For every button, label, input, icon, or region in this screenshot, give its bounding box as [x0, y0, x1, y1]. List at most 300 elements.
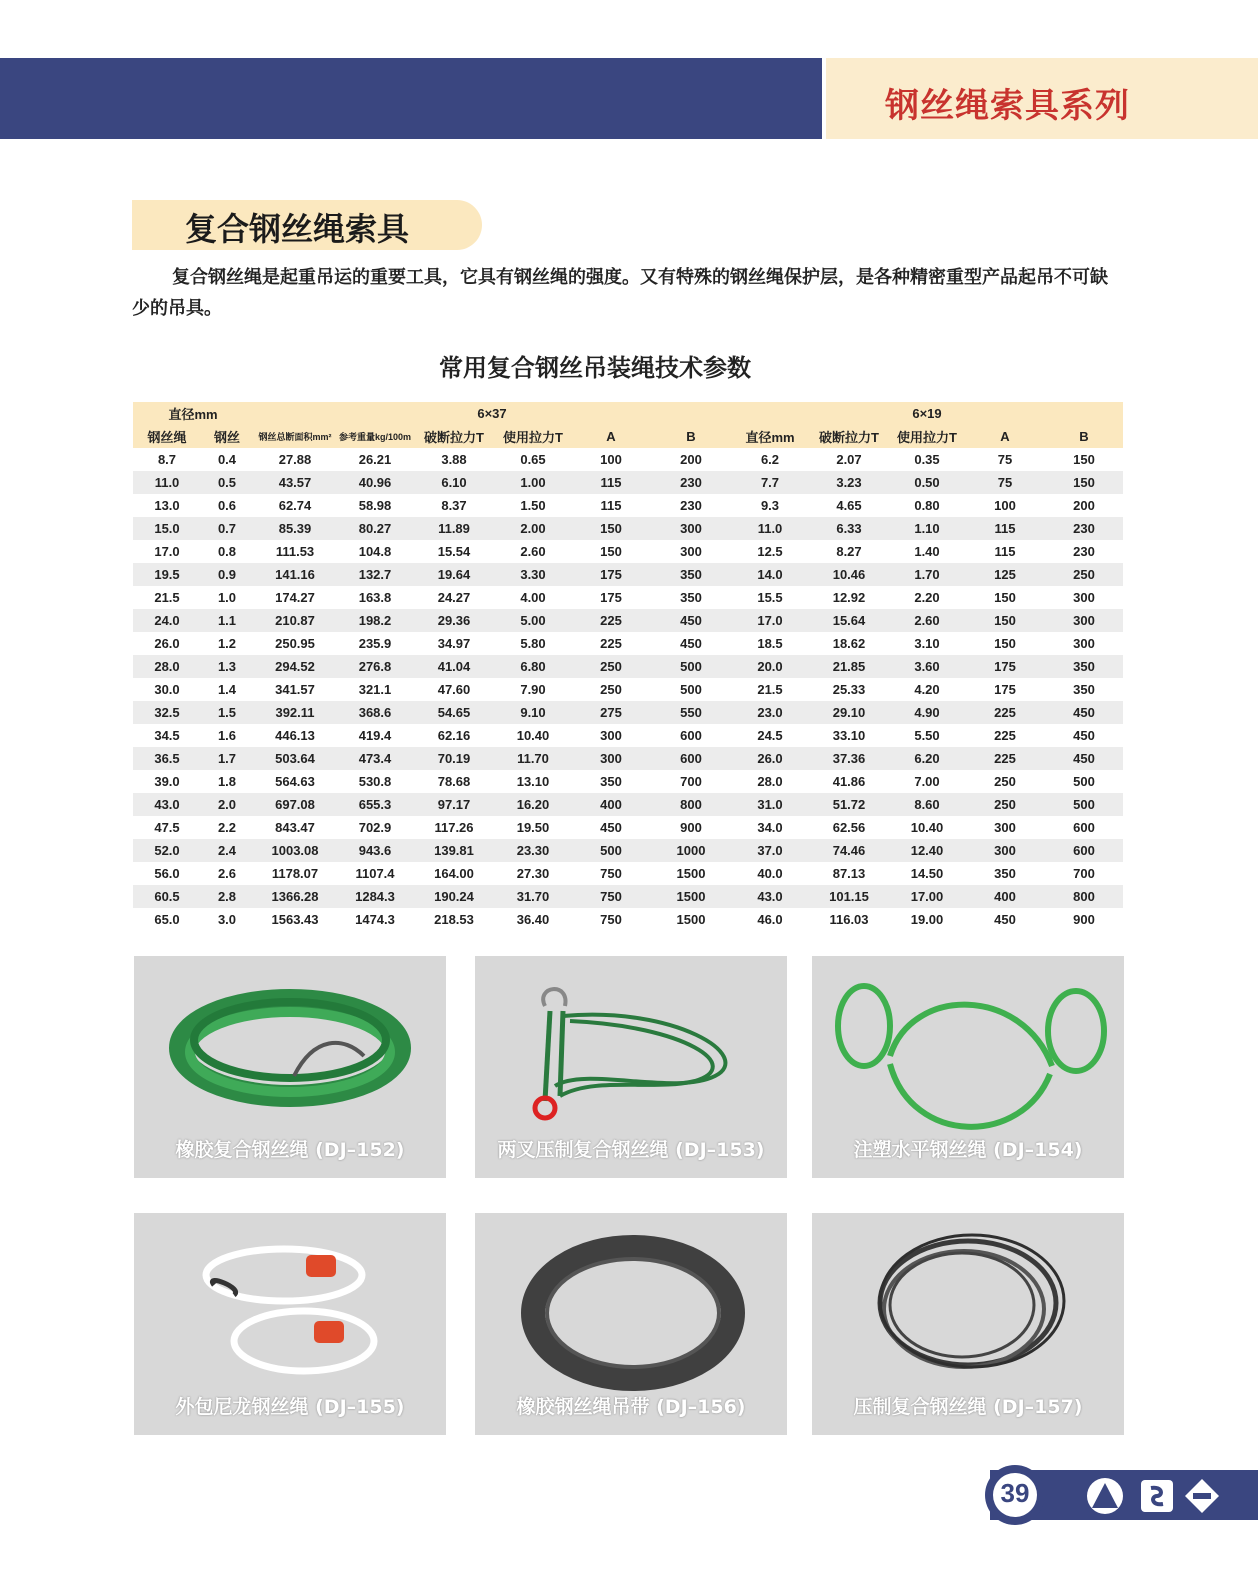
column-header: 钢丝 [201, 425, 253, 448]
table-cell: 1.50 [495, 494, 571, 517]
column-header: 钢丝总断面积mm² [253, 425, 337, 448]
table-cell: 34.5 [133, 724, 201, 747]
table-cell: 150 [571, 540, 651, 563]
table-row [133, 908, 1123, 931]
table-cell: 275 [571, 701, 651, 724]
table-cell: 115 [571, 471, 651, 494]
table-cell: 8.60 [889, 793, 965, 816]
table-cell: 47.60 [413, 678, 495, 701]
table-cell: 14.0 [731, 563, 809, 586]
section-title: 复合钢丝绳索具 [185, 210, 410, 248]
table-row [133, 678, 1123, 701]
column-header: B [651, 425, 731, 448]
table-cell: 230 [1045, 517, 1123, 540]
table-cell: 750 [571, 885, 651, 908]
group-6x19: 6×19 [731, 402, 1123, 425]
table-row [133, 655, 1123, 678]
product-photo-dj153 [475, 956, 787, 1178]
table-cell: 24.0 [133, 609, 201, 632]
table-cell: 700 [1045, 862, 1123, 885]
table-cell: 800 [651, 793, 731, 816]
table-cell: 10.40 [889, 816, 965, 839]
table-cell: 300 [651, 517, 731, 540]
product-photo-dj156 [475, 1213, 787, 1435]
table-cell: 1107.4 [337, 862, 413, 885]
table-cell: 2.60 [889, 609, 965, 632]
table-cell: 150 [1045, 471, 1123, 494]
table-cell: 26.0 [731, 747, 809, 770]
table-cell: 4.65 [809, 494, 889, 517]
table-cell: 230 [1045, 540, 1123, 563]
triangle-logo-icon [1085, 1476, 1125, 1516]
table-cell: 30.0 [133, 678, 201, 701]
table-cell: 530.8 [337, 770, 413, 793]
product-caption: 外包尼龙钢丝绳 (DJ–155) [175, 1396, 405, 1418]
table-cell: 321.1 [337, 678, 413, 701]
table-cell: 368.6 [337, 701, 413, 724]
table-cell: 19.5 [133, 563, 201, 586]
table-cell: 1.8 [201, 770, 253, 793]
table-row [133, 494, 1123, 517]
table-cell: 400 [571, 793, 651, 816]
table-cell: 300 [571, 747, 651, 770]
table-cell: 225 [965, 747, 1045, 770]
table-row [133, 793, 1123, 816]
table-cell: 2.2 [201, 816, 253, 839]
table-cell: 3.60 [889, 655, 965, 678]
table-cell: 1.2 [201, 632, 253, 655]
table-cell: 31.70 [495, 885, 571, 908]
column-header: 使用拉力T [495, 425, 571, 448]
table-cell: 37.0 [731, 839, 809, 862]
table-cell: 1.5 [201, 701, 253, 724]
column-header: 参考重量kg/100m [337, 425, 413, 448]
table-cell: 1563.43 [253, 908, 337, 931]
table-row [133, 448, 1123, 471]
table-cell: 500 [571, 839, 651, 862]
table-cell: 294.52 [253, 655, 337, 678]
table-cell: 2.6 [201, 862, 253, 885]
table-cell: 350 [651, 586, 731, 609]
table-cell: 250 [965, 793, 1045, 816]
table-cell: 500 [1045, 770, 1123, 793]
table-cell: 450 [1045, 724, 1123, 747]
table-cell: 75 [965, 471, 1045, 494]
table-cell: 700 [651, 770, 731, 793]
table-cell: 655.3 [337, 793, 413, 816]
table-row [133, 517, 1123, 540]
table-cell: 225 [571, 632, 651, 655]
table-cell: 116.03 [809, 908, 889, 931]
table-cell: 62.74 [253, 494, 337, 517]
table-cell: 3.0 [201, 908, 253, 931]
table-cell: 11.89 [413, 517, 495, 540]
table-cell: 51.72 [809, 793, 889, 816]
table-cell: 87.13 [809, 862, 889, 885]
table-cell: 11.0 [731, 517, 809, 540]
table-cell: 117.26 [413, 816, 495, 839]
table-cell: 150 [965, 586, 1045, 609]
table-cell: 14.50 [889, 862, 965, 885]
table-cell: 31.0 [731, 793, 809, 816]
table-cell: 7.00 [889, 770, 965, 793]
table-cell: 60.5 [133, 885, 201, 908]
table-cell: 47.5 [133, 816, 201, 839]
table-cell: 250 [965, 770, 1045, 793]
table-cell: 175 [571, 586, 651, 609]
table-cell: 300 [1045, 632, 1123, 655]
table-cell: 6.33 [809, 517, 889, 540]
table-cell: 400 [965, 885, 1045, 908]
table-cell: 29.36 [413, 609, 495, 632]
table-cell: 19.50 [495, 816, 571, 839]
table-cell: 800 [1045, 885, 1123, 908]
table-cell: 500 [651, 655, 731, 678]
table-cell: 0.35 [889, 448, 965, 471]
table-cell: 46.0 [731, 908, 809, 931]
table-cell: 8.37 [413, 494, 495, 517]
table-cell: 21.85 [809, 655, 889, 678]
table-cell: 2.07 [809, 448, 889, 471]
table-cell: 200 [651, 448, 731, 471]
table-cell: 500 [651, 678, 731, 701]
table-cell: 27.88 [253, 448, 337, 471]
table-cell: 41.04 [413, 655, 495, 678]
table-cell: 1.00 [495, 471, 571, 494]
table-cell: 150 [1045, 448, 1123, 471]
table-group-header [133, 402, 1123, 425]
table-cell: 15.54 [413, 540, 495, 563]
table-cell: 52.0 [133, 839, 201, 862]
table-cell: 0.4 [201, 448, 253, 471]
table-cell: 10.40 [495, 724, 571, 747]
certification-logo-icon [1137, 1476, 1177, 1516]
table-cell: 276.8 [337, 655, 413, 678]
table-cell: 19.00 [889, 908, 965, 931]
table-cell: 10.46 [809, 563, 889, 586]
table-cell: 473.4 [337, 747, 413, 770]
table-cell: 419.4 [337, 724, 413, 747]
table-cell: 300 [651, 540, 731, 563]
table-cell: 1.7 [201, 747, 253, 770]
table-cell: 6.20 [889, 747, 965, 770]
table-cell: 65.0 [133, 908, 201, 931]
table-cell: 3.10 [889, 632, 965, 655]
product-photo-dj155 [134, 1213, 446, 1435]
table-cell: 6.80 [495, 655, 571, 678]
table-cell: 225 [965, 724, 1045, 747]
table-cell: 300 [571, 724, 651, 747]
table-cell: 54.65 [413, 701, 495, 724]
table-cell: 141.16 [253, 563, 337, 586]
table-cell: 12.5 [731, 540, 809, 563]
table-cell: 13.10 [495, 770, 571, 793]
table-cell: 697.08 [253, 793, 337, 816]
table-cell: 104.8 [337, 540, 413, 563]
table-cell: 450 [1045, 701, 1123, 724]
table-cell: 500 [1045, 793, 1123, 816]
table-cell: 350 [1045, 655, 1123, 678]
table-cell: 0.5 [201, 471, 253, 494]
series-title: 钢丝绳索具系列 [885, 86, 1130, 126]
table-cell: 235.9 [337, 632, 413, 655]
table-cell: 28.0 [731, 770, 809, 793]
table-cell: 43.57 [253, 471, 337, 494]
table-cell: 1474.3 [337, 908, 413, 931]
table-cell: 450 [965, 908, 1045, 931]
table-cell: 174.27 [253, 586, 337, 609]
spec-table [133, 402, 1123, 931]
table-cell: 1.3 [201, 655, 253, 678]
table-cell: 26.21 [337, 448, 413, 471]
table-cell: 2.4 [201, 839, 253, 862]
table-row [133, 609, 1123, 632]
table-row [133, 816, 1123, 839]
table-cell: 900 [651, 816, 731, 839]
table-cell: 15.0 [133, 517, 201, 540]
product-caption: 橡胶钢丝绳吊带 (DJ–156) [516, 1396, 746, 1418]
table-body [133, 448, 1123, 931]
column-header: 破断拉力T [413, 425, 495, 448]
table-cell: 100 [571, 448, 651, 471]
table-cell: 164.00 [413, 862, 495, 885]
table-cell: 78.68 [413, 770, 495, 793]
table-cell: 450 [1045, 747, 1123, 770]
table-cell: 8.7 [133, 448, 201, 471]
table-cell: 250 [571, 678, 651, 701]
table-cell: 350 [651, 563, 731, 586]
product-caption: 两叉压制复合钢丝绳 (DJ–153) [497, 1139, 765, 1161]
table-cell: 163.8 [337, 586, 413, 609]
table-cell: 900 [1045, 908, 1123, 931]
table-cell: 17.0 [731, 609, 809, 632]
table-cell: 230 [651, 494, 731, 517]
column-header: 直径mm [731, 425, 809, 448]
table-cell: 125 [965, 563, 1045, 586]
table-cell: 300 [1045, 586, 1123, 609]
table-row [133, 770, 1123, 793]
table-cell: 3.88 [413, 448, 495, 471]
table-cell: 1366.28 [253, 885, 337, 908]
table-cell: 4.20 [889, 678, 965, 701]
table-cell: 23.30 [495, 839, 571, 862]
table-cell: 62.16 [413, 724, 495, 747]
table-cell: 1.0 [201, 586, 253, 609]
table-cell: 75 [965, 448, 1045, 471]
table-cell: 29.10 [809, 701, 889, 724]
table-cell: 450 [651, 609, 731, 632]
table-cell: 43.0 [133, 793, 201, 816]
table-cell: 18.5 [731, 632, 809, 655]
table-row [133, 586, 1123, 609]
table-cell: 250.95 [253, 632, 337, 655]
table-row [133, 885, 1123, 908]
table-cell: 62.56 [809, 816, 889, 839]
table-cell: 0.7 [201, 517, 253, 540]
table-cell: 40.0 [731, 862, 809, 885]
table-cell: 23.0 [731, 701, 809, 724]
table-row [133, 471, 1123, 494]
table-cell: 564.63 [253, 770, 337, 793]
table-cell: 19.64 [413, 563, 495, 586]
table-cell: 350 [571, 770, 651, 793]
table-cell: 1.1 [201, 609, 253, 632]
table-cell: 450 [571, 816, 651, 839]
table-cell: 111.53 [253, 540, 337, 563]
column-header: A [571, 425, 651, 448]
table-cell: 5.00 [495, 609, 571, 632]
table-cell: 20.0 [731, 655, 809, 678]
table-cell: 17.00 [889, 885, 965, 908]
group-diameter: 直径mm [133, 402, 253, 425]
product-photo-dj152 [134, 956, 446, 1178]
table-cell: 843.47 [253, 816, 337, 839]
table-cell: 34.0 [731, 816, 809, 839]
table-cell: 74.46 [809, 839, 889, 862]
table-cell: 85.39 [253, 517, 337, 540]
table-cell: 21.5 [731, 678, 809, 701]
table-cell: 175 [571, 563, 651, 586]
table-cell: 225 [965, 701, 1045, 724]
table-cell: 12.92 [809, 586, 889, 609]
table-cell: 150 [571, 517, 651, 540]
table-cell: 0.65 [495, 448, 571, 471]
table-cell: 1.10 [889, 517, 965, 540]
table-cell: 43.0 [731, 885, 809, 908]
table-cell: 1.4 [201, 678, 253, 701]
table-row [133, 701, 1123, 724]
table-cell: 3.30 [495, 563, 571, 586]
table-cell: 2.8 [201, 885, 253, 908]
table-cell: 2.20 [889, 586, 965, 609]
table-cell: 11.0 [133, 471, 201, 494]
table-cell: 36.5 [133, 747, 201, 770]
table-cell: 4.00 [495, 586, 571, 609]
table-cell: 13.0 [133, 494, 201, 517]
table-cell: 175 [965, 678, 1045, 701]
table-cell: 11.70 [495, 747, 571, 770]
table-cell: 5.80 [495, 632, 571, 655]
table-cell: 33.10 [809, 724, 889, 747]
table-cell: 115 [965, 540, 1045, 563]
table-cell: 6.10 [413, 471, 495, 494]
table-cell: 24.5 [731, 724, 809, 747]
column-header: 使用拉力T [889, 425, 965, 448]
table-cell: 7.90 [495, 678, 571, 701]
table-cell: 115 [571, 494, 651, 517]
header-band [0, 58, 822, 139]
table-cell: 300 [965, 839, 1045, 862]
table-cell: 341.57 [253, 678, 337, 701]
table-cell: 198.2 [337, 609, 413, 632]
table-row [133, 724, 1123, 747]
product-photo-dj154 [812, 956, 1124, 1178]
column-header: A [965, 425, 1045, 448]
table-cell: 750 [571, 862, 651, 885]
table-cell: 21.5 [133, 586, 201, 609]
table-cell: 190.24 [413, 885, 495, 908]
table-cell: 115 [965, 517, 1045, 540]
table-cell: 16.20 [495, 793, 571, 816]
product-caption: 压制复合钢丝绳 (DJ–157) [853, 1396, 1083, 1418]
table-cell: 150 [965, 609, 1045, 632]
table-cell: 80.27 [337, 517, 413, 540]
table-cell: 26.0 [133, 632, 201, 655]
table-row [133, 632, 1123, 655]
table-cell: 1.6 [201, 724, 253, 747]
table-cell: 36.40 [495, 908, 571, 931]
table-cell: 0.6 [201, 494, 253, 517]
table-cell: 2.60 [495, 540, 571, 563]
table-cell: 1178.07 [253, 862, 337, 885]
table-row [133, 862, 1123, 885]
diamond-logo-icon [1182, 1476, 1222, 1516]
table-cell: 300 [1045, 609, 1123, 632]
table-cell: 1500 [651, 862, 731, 885]
table-cell: 37.36 [809, 747, 889, 770]
table-cell: 450 [651, 632, 731, 655]
table-cell: 392.11 [253, 701, 337, 724]
table-cell: 101.15 [809, 885, 889, 908]
table-cell: 503.64 [253, 747, 337, 770]
column-header: B [1045, 425, 1123, 448]
product-caption: 橡胶复合钢丝绳 (DJ–152) [175, 1139, 405, 1161]
table-cell: 70.19 [413, 747, 495, 770]
table-cell: 28.0 [133, 655, 201, 678]
table-cell: 58.98 [337, 494, 413, 517]
table-cell: 230 [651, 471, 731, 494]
table-cell: 6.2 [731, 448, 809, 471]
table-cell: 97.17 [413, 793, 495, 816]
table-cell: 1500 [651, 908, 731, 931]
table-cell: 750 [571, 908, 651, 931]
table-cell: 218.53 [413, 908, 495, 931]
table-cell: 41.86 [809, 770, 889, 793]
intro-paragraph: 复合钢丝绳是起重吊运的重要工具，它具有钢丝绳的强度。又有特殊的钢丝绳保护层，是各种精密重型产品起吊不可缺少的吊具。 [132, 267, 1108, 319]
table-cell: 300 [965, 816, 1045, 839]
table-cell: 17.0 [133, 540, 201, 563]
table-cell: 250 [571, 655, 651, 678]
table-cell: 40.96 [337, 471, 413, 494]
table-cell: 1284.3 [337, 885, 413, 908]
table-cell: 250 [1045, 563, 1123, 586]
table-row [133, 563, 1123, 586]
table-cell: 39.0 [133, 770, 201, 793]
table-cell: 27.30 [495, 862, 571, 885]
table-cell: 25.33 [809, 678, 889, 701]
table-cell: 34.97 [413, 632, 495, 655]
table-cell: 2.0 [201, 793, 253, 816]
table-cell: 225 [571, 609, 651, 632]
table-row [133, 747, 1123, 770]
table-cell: 150 [965, 632, 1045, 655]
table-cell: 9.3 [731, 494, 809, 517]
table-cell: 12.40 [889, 839, 965, 862]
table-row [133, 540, 1123, 563]
table-cell: 0.8 [201, 540, 253, 563]
table-cell: 15.5 [731, 586, 809, 609]
table-cell: 9.10 [495, 701, 571, 724]
table-cell: 32.5 [133, 701, 201, 724]
table-row [133, 839, 1123, 862]
table-cell: 600 [651, 747, 731, 770]
product-caption: 注塑水平钢丝绳 (DJ–154) [853, 1139, 1083, 1161]
table-column-header [133, 425, 1123, 448]
table-cell: 943.6 [337, 839, 413, 862]
table-cell: 132.7 [337, 563, 413, 586]
table-cell: 56.0 [133, 862, 201, 885]
table-cell: 7.7 [731, 471, 809, 494]
